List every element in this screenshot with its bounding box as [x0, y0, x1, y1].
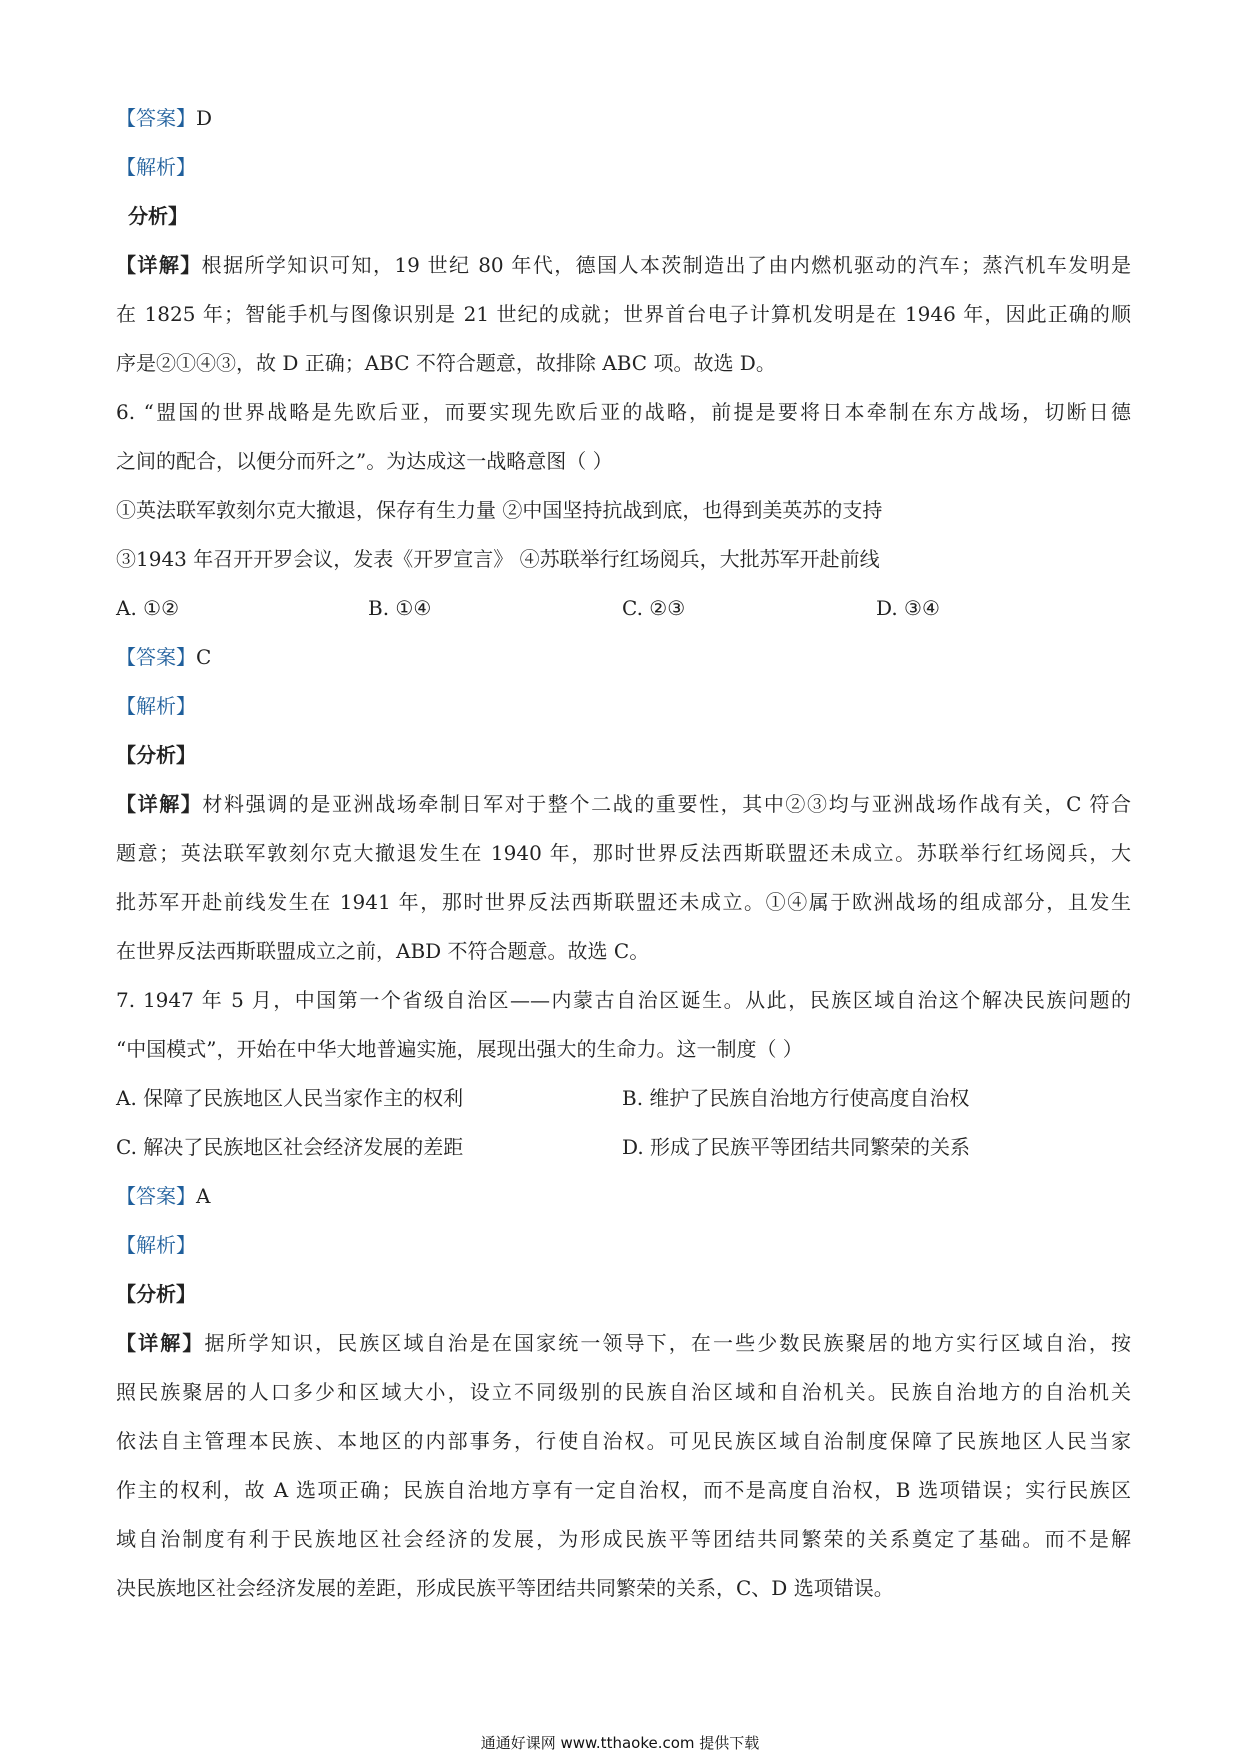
- detail-tag: 【详解】: [116, 792, 203, 816]
- q7-analysis-tag: 【解析】: [116, 1233, 196, 1257]
- q7-option-a: A. 保障了民族地区人民当家作主的权利: [116, 1086, 464, 1110]
- q6-answer: [116, 643, 1131, 671]
- q7-detail-line-4: 作主的权利，故 A 选项正确；民族自治地方享有一定自治权，而不是高度自治权，B 选项错误；实行民族区: [116, 1478, 1131, 1502]
- q7-option-c: C. 解决了民族地区社会经济发展的差距: [116, 1135, 464, 1159]
- q6-fenxi-tag: 【分析】: [116, 743, 196, 767]
- detail-tag: 【详解】: [116, 253, 202, 277]
- q6-option-a: A. ①②: [116, 596, 180, 620]
- q7-stem-line-1: 7. 1947 年 5 月，中国第一个省级自治区——内蒙古自治区诞生。从此，民族区域自治这个解决民族问题的: [116, 988, 1131, 1012]
- q6-option-c: C. ②③: [622, 596, 686, 620]
- q7-answer: [116, 1182, 1131, 1210]
- detail-tag: 【详解】: [116, 1331, 205, 1355]
- answer-tag: 【答案】: [116, 106, 196, 130]
- q6-stem-line-2: 之间的配合，以便分而歼之”。为达成这一战略意图（ ）: [116, 449, 613, 473]
- q7-option-b: B. 维护了民族自治地方行使高度自治权: [622, 1086, 970, 1110]
- q6-statement-line-1: ①英法联军敦刻尔克大撤退，保存有生力量 ②中国坚持抗战到底，也得到美英苏的支持: [116, 498, 883, 522]
- q6-option-d: D. ③④: [876, 596, 940, 620]
- q7-detail-line-3: 依法自主管理本民族、本地区的内部事务，行使自治权。可见民族区域自治制度保障了民族地区人民当家: [116, 1429, 1131, 1453]
- q6-statement-line-2: ③1943 年召开开罗会议，发表《开罗宣言》 ④苏联举行红场阅兵，大批苏军开赴前线: [116, 547, 880, 571]
- q6-detail-line-4: 在世界反法西斯联盟成立之前，ABD 不符合题意。故选 C。: [116, 939, 650, 963]
- q7-detail-line-6: 决民族地区社会经济发展的差距，形成民族平等团结共同繁荣的关系，C、D 选项错误。: [116, 1576, 894, 1600]
- answer-value: C: [196, 645, 212, 669]
- q7-detail-line-2: 照民族聚居的人口多少和区域大小，设立不同级别的民族自治区域和自治机关。民族自治地方的自治机关: [116, 1380, 1131, 1404]
- q6-detail-line-2: 题意；英法联军敦刻尔克大撤退发生在 1940 年，那时世界反法西斯联盟还未成立。苏联举行红场阅兵，大: [116, 841, 1131, 865]
- q6-analysis-tag: 【解析】: [116, 694, 196, 718]
- q5-fenxi-tag: 分析】: [128, 204, 188, 228]
- q7-fenxi-tag: 【分析】: [116, 1282, 196, 1306]
- q6-option-b: B. ①④: [368, 596, 432, 620]
- q5-detail-line-1: 【详解】根据所学知识可知，19 世纪 80 年代，德国人本茨制造出了由内燃机驱动的汽车；蒸汽机车发明是: [116, 253, 1131, 277]
- answer-value: D: [196, 106, 213, 130]
- q5-analysis-tag: 【解析】: [116, 155, 196, 179]
- answer-tag: 【答案】: [116, 1184, 196, 1208]
- q6-detail-line-1: 【详解】材料强调的是亚洲战场牵制日军对于整个二战的重要性，其中②③均与亚洲战场作战有关，C 符合: [116, 792, 1132, 816]
- answer-tag: 【答案】: [116, 645, 196, 669]
- q6-detail-line-3: 批苏军开赴前线发生在 1941 年，那时世界反法西斯联盟还未成立。①④属于欧洲战场的组成部分，且发生: [116, 890, 1131, 914]
- q6-stem-line-1: 6. “盟国的世界战略是先欧后亚，而要实现先欧后亚的战略，前提是要将日本牵制在东方战场，切断日德: [116, 400, 1131, 424]
- page-footer: 通通好课网 www.tthaoke.com 提供下载: [480, 1734, 760, 1752]
- q7-detail-line-1: 【详解】据所学知识，民族区域自治是在国家统一领导下，在一些少数民族聚居的地方实行区域自治，按: [116, 1331, 1132, 1355]
- q7-option-d: D. 形成了民族平等团结共同繁荣的关系: [622, 1135, 971, 1159]
- q5-detail-line-2: 在 1825 年；智能手机与图像识别是 21 世纪的成就；世界首台电子计算机发明是在 1946 年，因此正确的顺: [116, 302, 1131, 326]
- q5-detail-line-3: 序是②①④③，故 D 正确；ABC 不符合题意，故排除 ABC 项。故选 D。: [116, 351, 776, 375]
- q7-detail-line-5: 域自治制度有利于民族地区社会经济的发展，为形成民族平等团结共同繁荣的关系奠定了基础。而不是解: [116, 1527, 1131, 1551]
- q7-stem-line-2: “中国模式”，开始在中华大地普遍实施，展现出强大的生命力。这一制度（ ）: [116, 1037, 803, 1061]
- answer-value: A: [196, 1184, 211, 1208]
- q5-answer: [116, 104, 1131, 132]
